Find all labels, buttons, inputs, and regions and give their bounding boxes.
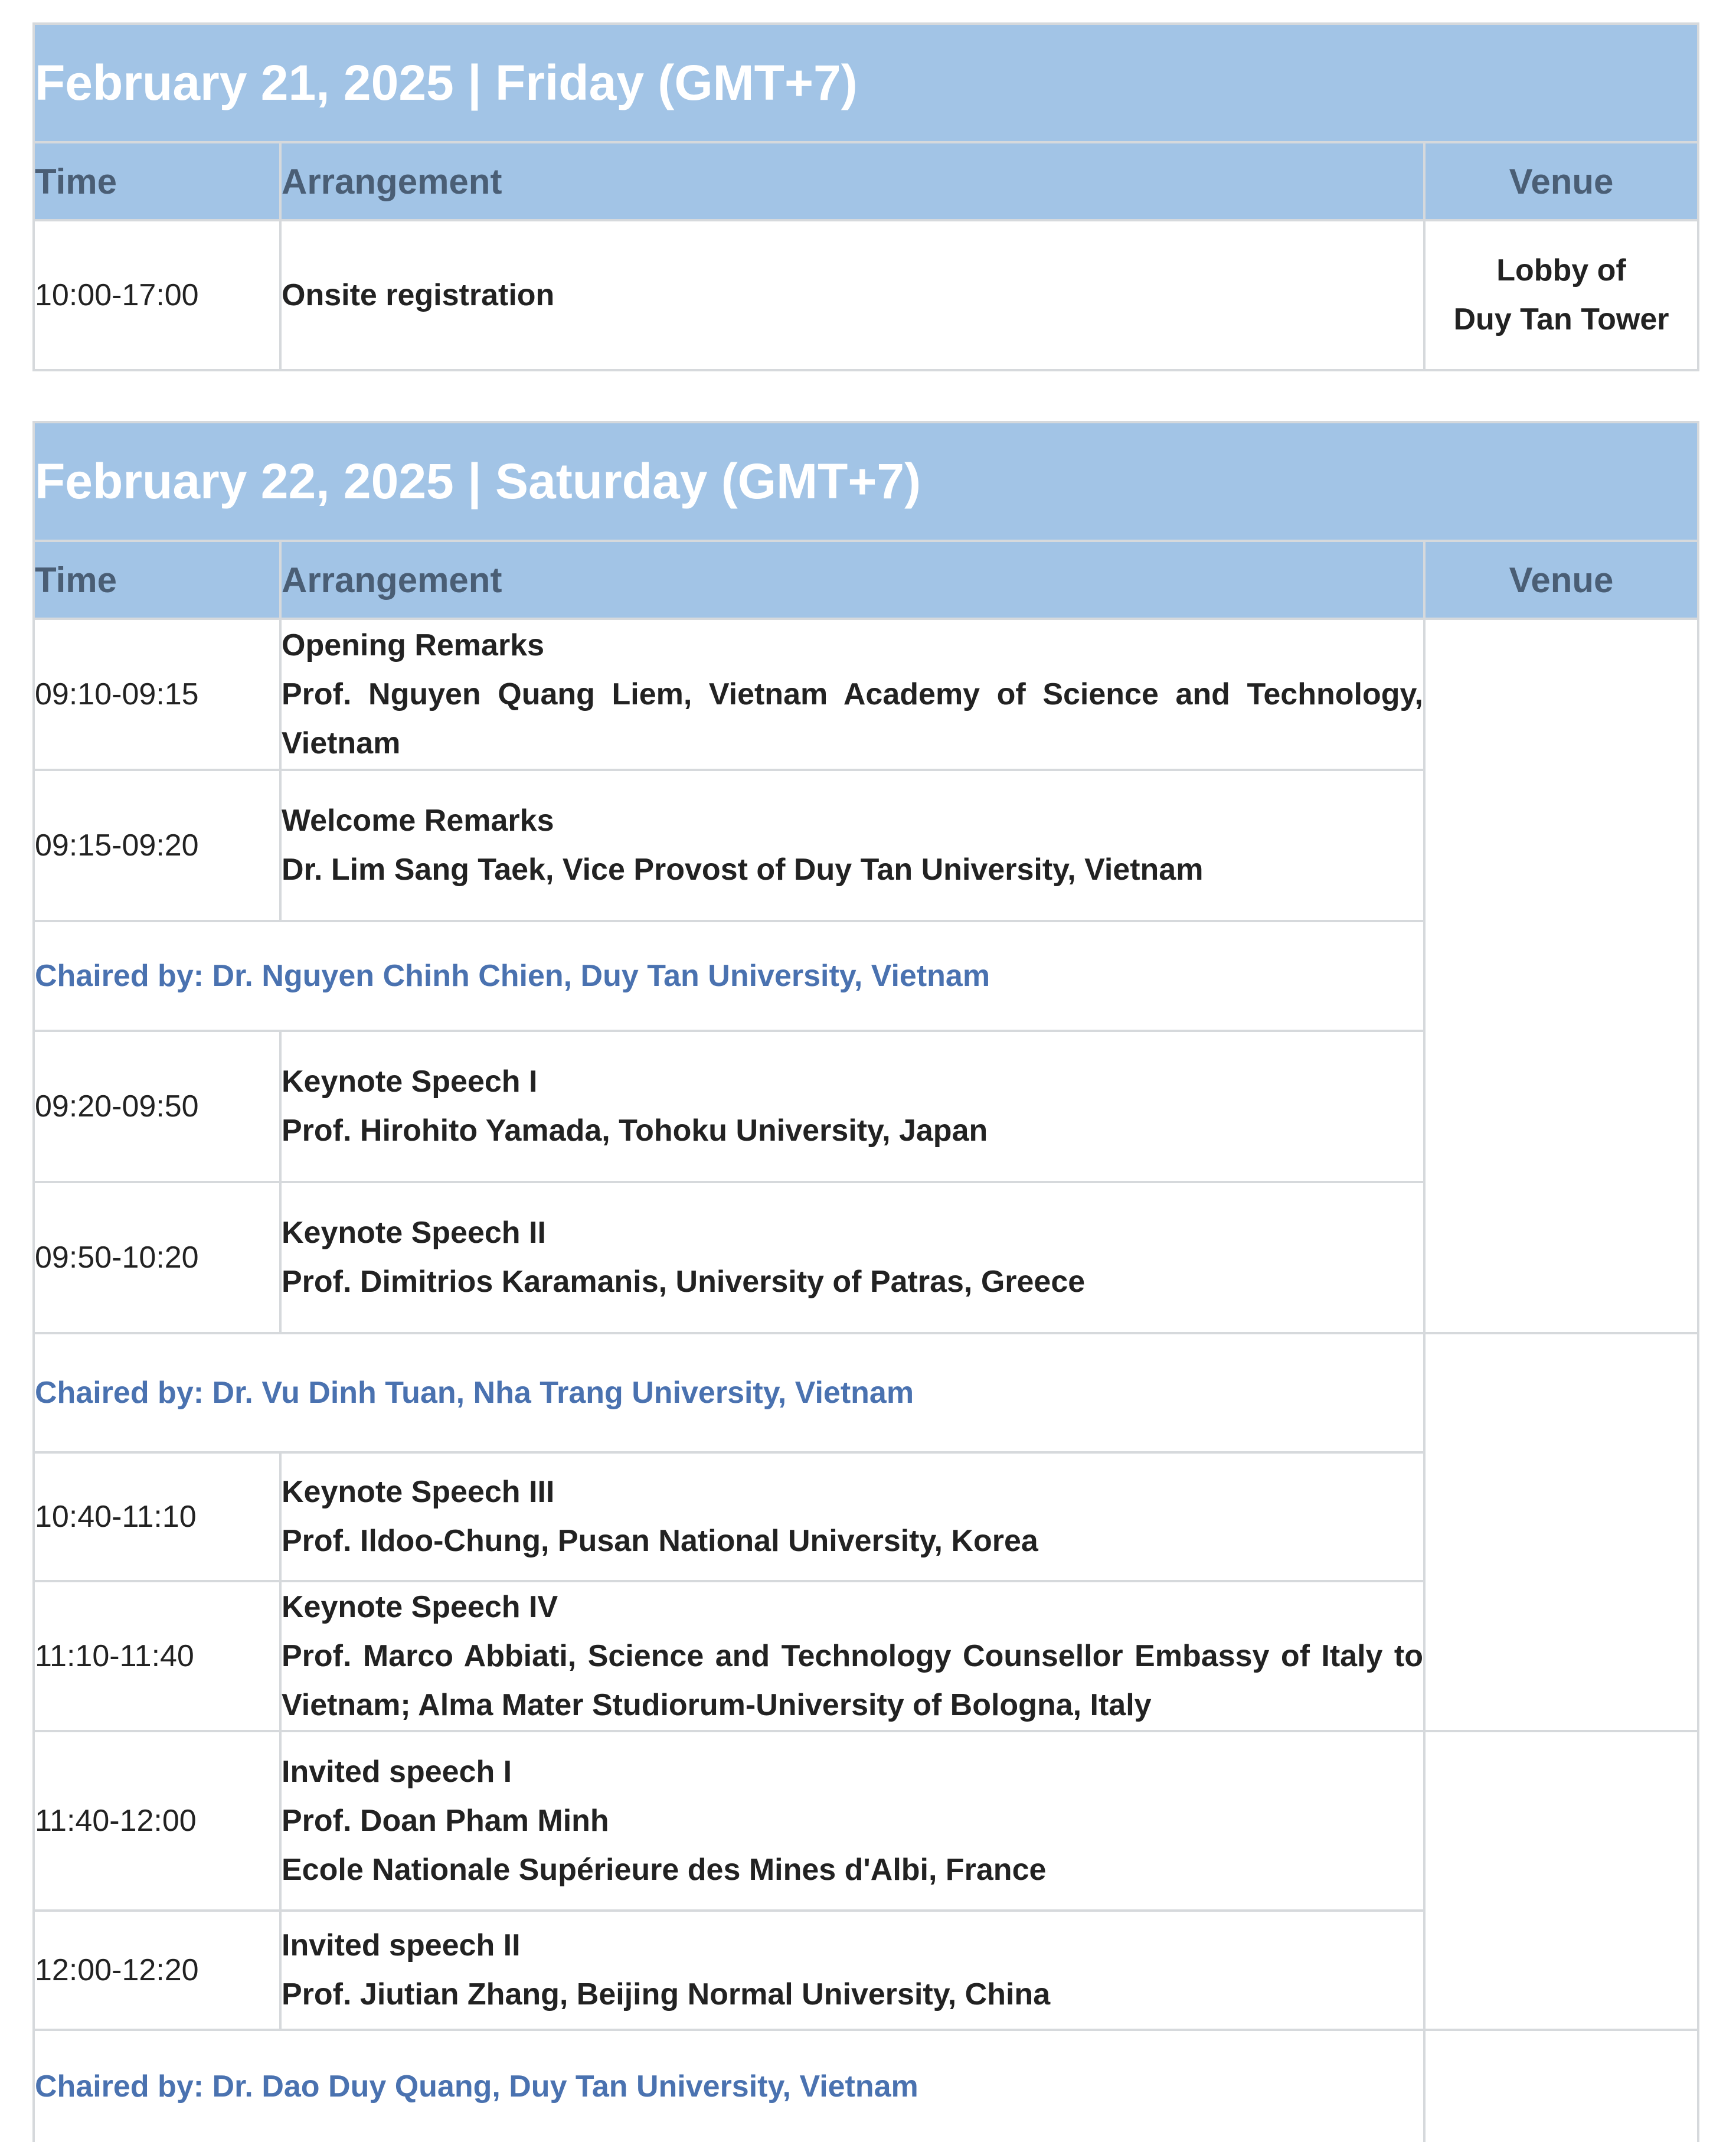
session-time: 09:20-09:50 xyxy=(34,1031,280,1182)
session-details xyxy=(280,1452,1424,1581)
arrangement-column-header: Arrangement xyxy=(280,142,1424,220)
session-time: 12:00-12:20 xyxy=(34,1911,280,2030)
session-title: Keynote Speech III xyxy=(282,1475,555,1509)
table-row xyxy=(34,619,1698,770)
day-2-header-row xyxy=(34,422,1698,541)
chair-name: Dr. Dao Duy Quang, Duy Tan University, Vietnam xyxy=(212,2069,918,2104)
session-details xyxy=(280,1182,1424,1333)
table-row xyxy=(34,220,1698,370)
time-column-header: Time xyxy=(34,541,280,619)
chair-label: Chaired by: xyxy=(35,2069,204,2104)
session-speaker: Dr. Lim Sang Taek, Vice Provost of Duy Tan University, Vietnam xyxy=(282,853,1204,887)
session-speaker: Prof. Hirohito Yamada, Tohoku University, Japan xyxy=(282,1114,988,1148)
session-title: Onsite registration xyxy=(280,220,1424,370)
session-details xyxy=(280,619,1424,770)
session-chair xyxy=(34,2030,1424,2142)
session-time: 09:50-10:20 xyxy=(34,1182,280,1333)
chair-row xyxy=(34,2030,1698,2142)
venue-line-1: Lobby of xyxy=(1496,253,1626,288)
day-1-column-headers xyxy=(34,142,1698,220)
venue-column-header: Venue xyxy=(1424,541,1698,619)
session-title: Opening Remarks xyxy=(282,628,545,662)
venue-cell xyxy=(1424,2030,1698,2142)
time-column-header: Time xyxy=(34,142,280,220)
session-time: 11:40-12:00 xyxy=(34,1731,280,1911)
session-title: Keynote Speech II xyxy=(282,1216,546,1250)
session-time: 11:10-11:40 xyxy=(34,1581,280,1731)
session-details xyxy=(280,1731,1424,1911)
table-row xyxy=(34,1731,1698,1911)
session-title: Keynote Speech I xyxy=(282,1065,538,1099)
session-speaker: Prof. Marco Abbiati, Science and Technology Counsellor Embassy of Italy to Vietnam; Alma Mater Studiorum-University of Bologna, Italy xyxy=(282,1638,1423,1722)
venue-cell xyxy=(1424,220,1698,370)
chair-label: Chaired by: xyxy=(35,959,204,993)
chair-row xyxy=(34,1333,1698,1452)
session-time: 10:40-11:10 xyxy=(34,1452,280,1581)
venue-line-2: Duy Tan Tower xyxy=(1453,302,1669,337)
session-details xyxy=(280,1031,1424,1182)
session-title: Invited speech II xyxy=(282,1928,521,1963)
session-speaker: Prof. Nguyen Quang Liem, Vietnam Academy of Science and Technology, Vietnam xyxy=(282,677,1423,760)
day-2-schedule-table xyxy=(32,421,1699,2142)
session-details xyxy=(280,770,1424,921)
session-chair xyxy=(34,921,1424,1031)
day-2-heading: February 22, 2025 | Saturday (GMT+7) xyxy=(34,422,1698,541)
session-details xyxy=(280,1581,1424,1731)
session-title: Keynote Speech IV xyxy=(282,1589,558,1624)
venue-cell xyxy=(1424,1333,1698,1731)
day-1-schedule-table xyxy=(32,22,1699,371)
chair-name: Dr. Nguyen Chinh Chien, Duy Tan University, Vietnam xyxy=(212,959,990,993)
day-1-heading: February 21, 2025 | Friday (GMT+7) xyxy=(34,24,1698,142)
session-details xyxy=(280,1911,1424,2030)
session-speaker: Prof. Dimitrios Karamanis, University of Patras, Greece xyxy=(282,1265,1086,1299)
arrangement-column-header: Arrangement xyxy=(280,541,1424,619)
session-time: 09:15-09:20 xyxy=(34,770,280,921)
venue-column-header: Venue xyxy=(1424,142,1698,220)
chair-name: Dr. Vu Dinh Tuan, Nha Trang University, Vietnam xyxy=(212,1376,914,1410)
session-title: Invited speech I xyxy=(282,1754,512,1789)
day-1-header-row xyxy=(34,24,1698,142)
session-speaker: Prof. Jiutian Zhang, Beijing Normal University, China xyxy=(282,1977,1051,2012)
session-title: Welcome Remarks xyxy=(282,804,554,838)
session-speaker: Prof. Ildoo-Chung, Pusan National University, Korea xyxy=(282,1524,1038,1558)
day-2-column-headers xyxy=(34,541,1698,619)
session-chair xyxy=(34,1333,1424,1452)
session-time: 10:00-17:00 xyxy=(34,220,280,370)
chair-label: Chaired by: xyxy=(35,1376,204,1410)
venue-cell xyxy=(1424,1731,1698,2030)
venue-cell xyxy=(1424,619,1698,1333)
session-speaker: Prof. Doan Pham Minh xyxy=(282,1803,609,1838)
session-time: 09:10-09:15 xyxy=(34,619,280,770)
session-affiliation: Ecole Nationale Supérieure des Mines d'Albi, France xyxy=(282,1852,1047,1887)
